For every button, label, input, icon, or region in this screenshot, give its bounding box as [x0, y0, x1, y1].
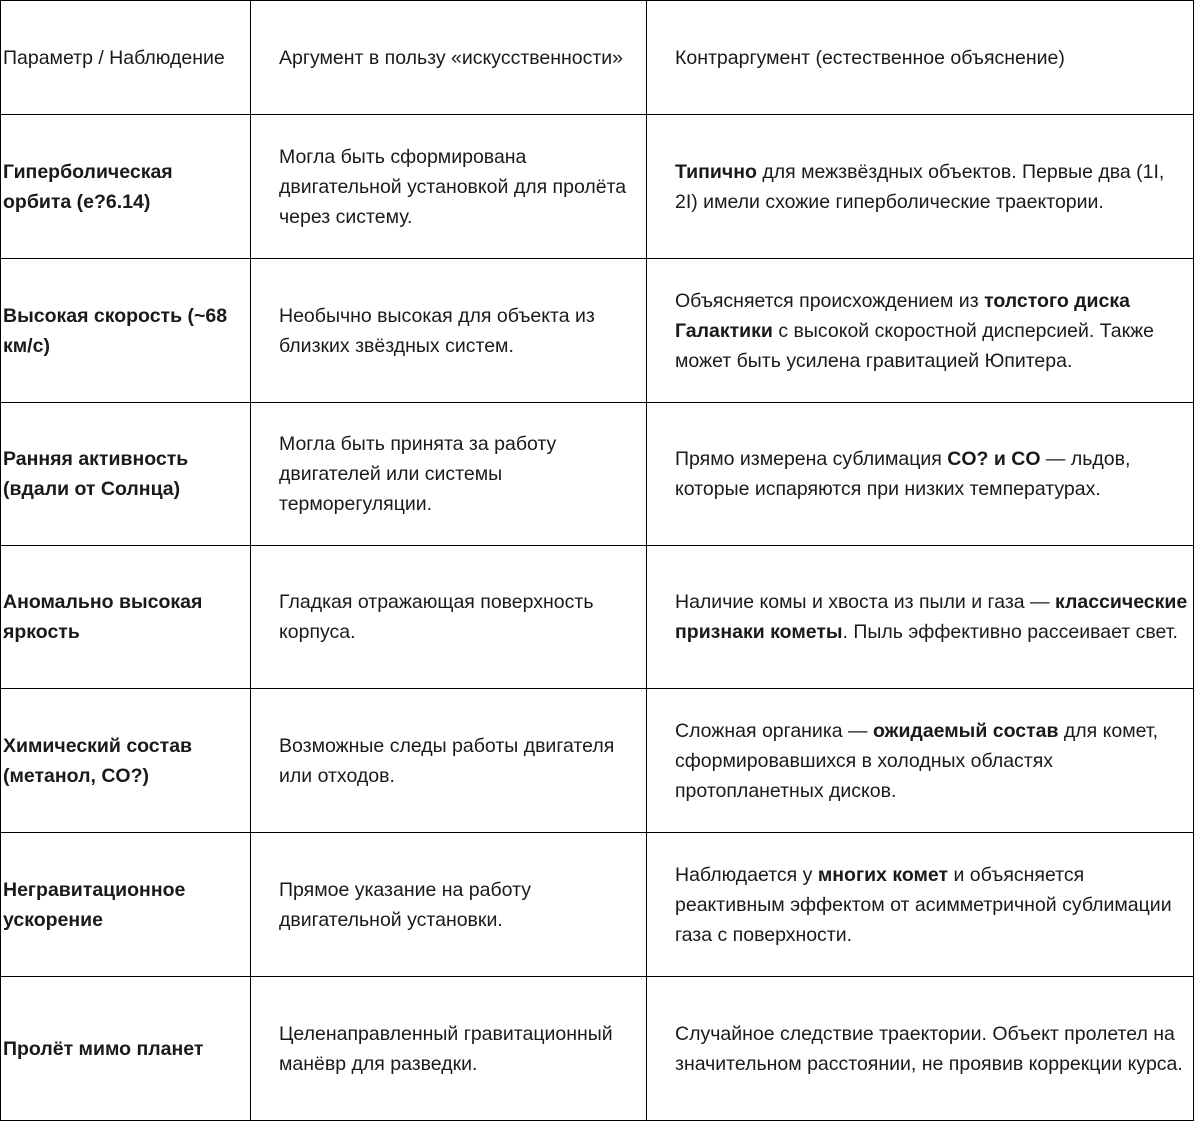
counter-emphasis: многих комет [817, 863, 949, 886]
table-body [1, 1, 1194, 1121]
counter-text: для межзвёздных объектов. Первые два (1I, 2I) имели схожие гиперболические траектории. [675, 160, 1165, 213]
row-counter [647, 833, 1194, 977]
counter-emphasis: толстого диска Галактики [675, 289, 1130, 342]
row-param: Высокая скорость (~68 км/с) [1, 259, 251, 403]
counter-emphasis: CO? и CO [947, 448, 1041, 470]
table-header-row [1, 1, 1194, 115]
header-param: Параметр / Наблюдение [1, 1, 251, 115]
table-row [1, 403, 1194, 546]
row-arg: Гладкая отражающая поверхность корпуса. [251, 546, 647, 689]
table-row [1, 115, 1194, 259]
row-counter [647, 259, 1194, 403]
counter-text: для комет, сформировавшихся в холодных областях протопланетных дисков. [675, 719, 1159, 802]
counter-text: — льдов, которые испаряются при низких температурах. [675, 448, 1131, 500]
table-row [1, 546, 1194, 689]
row-arg: Могла быть сформирована двигательной установкой для пролёта через систему. [251, 115, 647, 259]
row-param: Негравитационное ускорение [1, 833, 251, 977]
counter-text: Наблюдается у [675, 863, 818, 886]
counter-emphasis: ожидаемый состав [872, 719, 1059, 742]
row-counter [647, 977, 1194, 1121]
table-row [1, 259, 1194, 403]
counter-text: Случайное следствие траектории. Объект пролетел на значительном расстоянии, не проявив коррекции курса. [675, 1022, 1183, 1075]
counter-text: . Пыль эффективно рассеивает свет. [842, 621, 1178, 643]
row-param: Химический состав (метанол, CO?) [1, 689, 251, 833]
row-arg: Необычно высокая для объекта из близких звёздных систем. [251, 259, 647, 403]
counter-text: Наличие комы и хвоста из пыли и газа — [675, 591, 1055, 613]
table-row [1, 833, 1194, 977]
row-counter [647, 403, 1194, 546]
row-param: Аномально высокая яркость [1, 546, 251, 689]
row-arg: Целенаправленный гравитационный манёвр для разведки. [251, 977, 647, 1121]
header-arg: Аргумент в пользу «искусственности» [251, 1, 647, 115]
counter-text: с высокой скоростной дисперсией. Также может быть усилена гравитацией Юпитера. [675, 319, 1155, 372]
row-param: Ранняя активность (вдали от Солнца) [1, 403, 251, 546]
header-counter: Контраргумент (естественное объяснение) [647, 1, 1194, 115]
row-counter [647, 546, 1194, 689]
counter-emphasis: классические признаки кометы [675, 591, 1188, 643]
table-row [1, 977, 1194, 1121]
row-arg: Прямое указание на работу двигательной установки. [251, 833, 647, 977]
counter-text: и объясняется реактивным эффектом от асимметричной сублимации газа с поверхности. [675, 863, 1172, 946]
row-param: Гиперболическая орбита (e?6.14) [1, 115, 251, 259]
row-arg: Могла быть принята за работу двигателей или системы терморегуляции. [251, 403, 647, 546]
row-param: Пролёт мимо планет [1, 977, 251, 1121]
table-row [1, 689, 1194, 833]
row-arg: Возможные следы работы двигателя или отходов. [251, 689, 647, 833]
counter-emphasis: Типично [675, 160, 757, 183]
counter-text: Объясняется происхождением из [675, 289, 985, 312]
counter-text: Прямо измерена сублимация [675, 448, 948, 470]
counter-text: Сложная органика — [675, 719, 873, 742]
row-counter [647, 689, 1194, 833]
row-counter [647, 115, 1194, 259]
